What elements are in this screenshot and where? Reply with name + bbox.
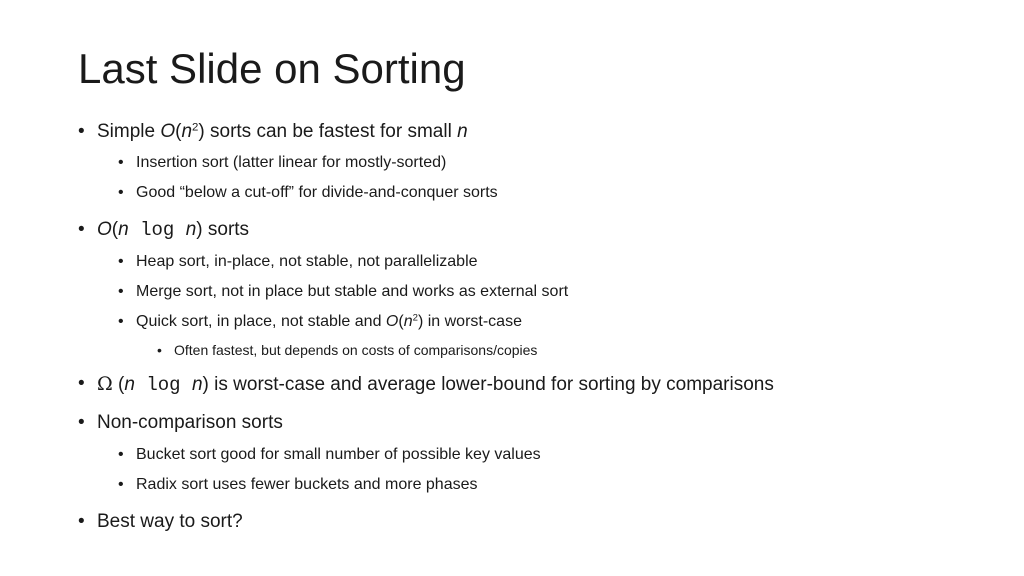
bullet-omega-lower-bound (78, 370, 774, 399)
paren: ( (398, 313, 404, 330)
omega-symbol: Ω (97, 373, 113, 395)
bullet-marker: • (157, 342, 162, 358)
var-n-end: n (457, 121, 468, 142)
bullet-text-pre: Simple (97, 121, 161, 142)
bullet-text: Non-comparison sorts (97, 412, 283, 433)
var-n: n (124, 374, 135, 395)
bullet-simple-sorts (78, 118, 468, 146)
bullet-text: Best way to sort? (97, 511, 243, 532)
paren: ( (111, 219, 119, 240)
paren: ( (175, 121, 182, 142)
log-text: log (128, 219, 186, 241)
big-o: O (385, 313, 399, 330)
bullet-marker: • (78, 373, 85, 394)
bullet-marker: • (78, 412, 85, 433)
subsubbullet-text: Often fastest, but depends on costs of comparisons/copies (174, 342, 538, 358)
bullet-nlogn-sorts (78, 216, 250, 244)
subbullet-text: Heap sort, in-place, not stable, not parallelizable (136, 253, 478, 270)
subbullet-text: Radix sort uses fewer buckets and more phases (136, 476, 478, 493)
exponent: 2 (412, 312, 418, 324)
bullet-marker: • (118, 154, 124, 171)
subbullet-text: Insertion sort (latter linear for mostly-sorted) (136, 154, 447, 171)
bullet-marker: • (118, 313, 124, 330)
bullet-marker: • (118, 446, 124, 463)
paren: ( (112, 374, 125, 395)
bullet-non-comparison-sorts (78, 409, 283, 437)
subbullet-text: Good “below a cut-off” for divide-and-conquer sorts (136, 184, 498, 201)
subbullet-merge-sort (118, 280, 569, 304)
bullet-marker: • (78, 121, 85, 142)
log-text: log (134, 374, 192, 396)
subbullet-text-pre: Quick sort, in place, not stable and (136, 313, 386, 330)
var-n2: n (185, 219, 197, 240)
bullet-marker: • (118, 476, 124, 493)
subbullet-heap-sort (118, 250, 478, 274)
slide-title: Last Slide on Sorting (78, 45, 466, 92)
subbullet-text-post: ) in worst-case (417, 313, 522, 330)
subsubbullet-often-fastest (157, 340, 538, 360)
var-n: n (403, 313, 413, 330)
bullet-marker: • (118, 283, 124, 300)
subbullet-cutoff (118, 181, 498, 205)
big-o: O (97, 219, 112, 240)
subbullet-bucket-sort (118, 443, 541, 467)
exponent: 2 (192, 121, 199, 134)
bullet-text-post: ) sorts can be fastest for small (198, 121, 458, 142)
subbullet-insertion-sort (118, 151, 447, 175)
bullet-best-way (78, 508, 243, 536)
bullet-text-post: ) sorts (196, 219, 250, 240)
var-n: n (181, 121, 193, 142)
subbullet-text: Merge sort, not in place but stable and works as external sort (136, 283, 569, 300)
subbullet-radix-sort (118, 473, 478, 497)
bullet-text-post: ) is worst-case and average lower-bound for sorting by comparisons (202, 374, 774, 395)
var-n: n (118, 219, 129, 240)
big-o: O (160, 121, 176, 142)
subbullet-text: Bucket sort good for small number of possible key values (136, 446, 541, 463)
bullet-marker: • (78, 511, 85, 532)
var-n2: n (191, 374, 203, 395)
bullet-marker: • (78, 219, 85, 240)
bullet-marker: • (118, 253, 124, 270)
bullet-marker: • (118, 184, 124, 201)
subbullet-quick-sort (118, 310, 522, 334)
